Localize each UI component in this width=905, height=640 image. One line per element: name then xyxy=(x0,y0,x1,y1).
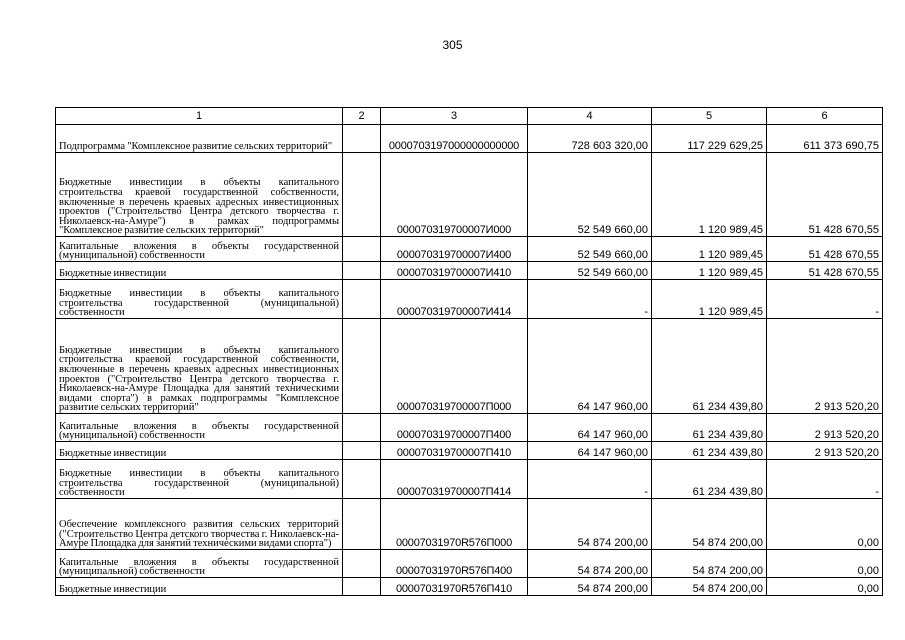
row-value-5: 1 120 989,45 xyxy=(652,237,767,262)
column-header-3: 3 xyxy=(381,108,528,125)
row-name: Бюджетные инвестиции xyxy=(56,442,343,460)
row-value-5: 1 120 989,45 xyxy=(652,280,767,319)
row-value-4: 728 603 320,00 xyxy=(528,125,652,153)
table-row xyxy=(56,153,883,237)
table-row xyxy=(56,550,883,578)
row-code: 000070319700007П410 xyxy=(381,442,528,460)
table-row xyxy=(56,262,883,280)
row-code: 00007031970R576П410 xyxy=(381,578,528,596)
row-value-4: 54 874 200,00 xyxy=(528,578,652,596)
column-header-1: 1 xyxy=(56,108,343,125)
row-value-4: 64 147 960,00 xyxy=(528,319,652,414)
row-value-6: - xyxy=(767,460,883,499)
row-code: 000070319700007И414 xyxy=(381,280,528,319)
table-row xyxy=(56,460,883,499)
row-name: Бюджетные инвестиции в объекты капитального строительства государственной (муниципальной) собственности xyxy=(56,460,343,499)
row-value-5: 1 120 989,45 xyxy=(652,262,767,280)
row-value-5: 61 234 439,80 xyxy=(652,414,767,442)
table-row xyxy=(56,578,883,596)
row-value-6: 611 373 690,75 xyxy=(767,125,883,153)
row-code: 000070319700007И400 xyxy=(381,237,528,262)
table-row xyxy=(56,442,883,460)
row-value-5: 61 234 439,80 xyxy=(652,460,767,499)
row-value-5: 54 874 200,00 xyxy=(652,499,767,550)
row-value-6: 51 428 670,55 xyxy=(767,237,883,262)
row-value-6: 2 913 520,20 xyxy=(767,442,883,460)
column-header-2: 2 xyxy=(343,108,381,125)
row-col2 xyxy=(343,237,381,262)
row-code: 000070319700007П000 xyxy=(381,319,528,414)
row-col2 xyxy=(343,319,381,414)
row-name: Капитальные вложения в объекты государственной (муниципальной) собственности xyxy=(56,550,343,578)
row-col2 xyxy=(343,550,381,578)
row-col2 xyxy=(343,460,381,499)
header-row xyxy=(56,108,883,125)
column-header-4: 4 xyxy=(528,108,652,125)
row-col2 xyxy=(343,125,381,153)
row-value-5: 54 874 200,00 xyxy=(652,578,767,596)
row-col2 xyxy=(343,262,381,280)
row-name: Бюджетные инвестиции в объекты капитального строительства государственной (муниципальной) собственности xyxy=(56,280,343,319)
table-row xyxy=(56,319,883,414)
row-code: 000070319700007И410 xyxy=(381,262,528,280)
row-name: Капитальные вложения в объекты государственной (муниципальной) собственности xyxy=(56,414,343,442)
table-row xyxy=(56,414,883,442)
row-code: 0000703197000000000000 xyxy=(381,125,528,153)
row-col2 xyxy=(343,153,381,237)
table-row xyxy=(56,499,883,550)
row-value-4: 52 549 660,00 xyxy=(528,153,652,237)
column-header-5: 5 xyxy=(652,108,767,125)
row-value-6: 51 428 670,55 xyxy=(767,262,883,280)
row-value-6: 51 428 670,55 xyxy=(767,153,883,237)
row-col2 xyxy=(343,280,381,319)
row-value-6: - xyxy=(767,280,883,319)
row-name: Подпрограмма "Комплексное развитие сельских территорий" xyxy=(56,125,343,153)
row-name: Капитальные вложения в объекты государственной (муниципальной) собственности xyxy=(56,237,343,262)
budget-table xyxy=(55,107,883,596)
row-value-5: 117 229 629,25 xyxy=(652,125,767,153)
row-name: Бюджетные инвестиции в объекты капитального строительства краевой государственной собственности, включенные в перечень краевых адресных инвестиционных проектов ("Строительство Центра детского творчества г. Николаевск-на-Амуре Площадка для занятий техническими видами спорта") в рамках подпрограммы "Комплексное развитие сельских территорий" xyxy=(56,319,343,414)
row-col2 xyxy=(343,414,381,442)
row-value-6: 0,00 xyxy=(767,550,883,578)
row-name: Обеспечение комплексного развития сельских территорий ("Строительство Центра детского творчества г. Николаевск-на-Амуре Площадка для занятий техническими видами спорта") xyxy=(56,499,343,550)
row-value-5: 1 120 989,45 xyxy=(652,153,767,237)
row-value-4: - xyxy=(528,460,652,499)
row-name: Бюджетные инвестиции в объекты капитального строительства краевой государственной собственности, включенные в перечень краевых адресных инвестиционных проектов ("Строительство Центра детского творчества г. Николаевск-на-Амуре") в рамках подпрограммы "Комплексное развитие сельских территорий" xyxy=(56,153,343,237)
row-value-4: 64 147 960,00 xyxy=(528,442,652,460)
row-value-6: 0,00 xyxy=(767,578,883,596)
column-header-6: 6 xyxy=(767,108,883,125)
row-value-4: 54 874 200,00 xyxy=(528,550,652,578)
row-code: 00007031970R576П000 xyxy=(381,499,528,550)
row-value-4: 52 549 660,00 xyxy=(528,237,652,262)
table-row xyxy=(56,280,883,319)
row-value-4: 54 874 200,00 xyxy=(528,499,652,550)
row-value-4: 52 549 660,00 xyxy=(528,262,652,280)
row-col2 xyxy=(343,499,381,550)
row-value-5: 61 234 439,80 xyxy=(652,319,767,414)
row-name: Бюджетные инвестиции xyxy=(56,262,343,280)
row-value-6: 2 913 520,20 xyxy=(767,319,883,414)
row-code: 000070319700007П400 xyxy=(381,414,528,442)
page-number: 305 xyxy=(442,38,463,52)
row-value-6: 2 913 520,20 xyxy=(767,414,883,442)
row-value-4: 64 147 960,00 xyxy=(528,414,652,442)
row-col2 xyxy=(343,442,381,460)
row-code: 00007031970R576П400 xyxy=(381,550,528,578)
row-value-5: 61 234 439,80 xyxy=(652,442,767,460)
row-value-6: 0,00 xyxy=(767,499,883,550)
table-row xyxy=(56,125,883,153)
row-value-4: - xyxy=(528,280,652,319)
row-code: 000070319700007И000 xyxy=(381,153,528,237)
table-row xyxy=(56,237,883,262)
row-value-5: 54 874 200,00 xyxy=(652,550,767,578)
row-code: 000070319700007П414 xyxy=(381,460,528,499)
row-col2 xyxy=(343,578,381,596)
row-name: Бюджетные инвестиции xyxy=(56,578,343,596)
